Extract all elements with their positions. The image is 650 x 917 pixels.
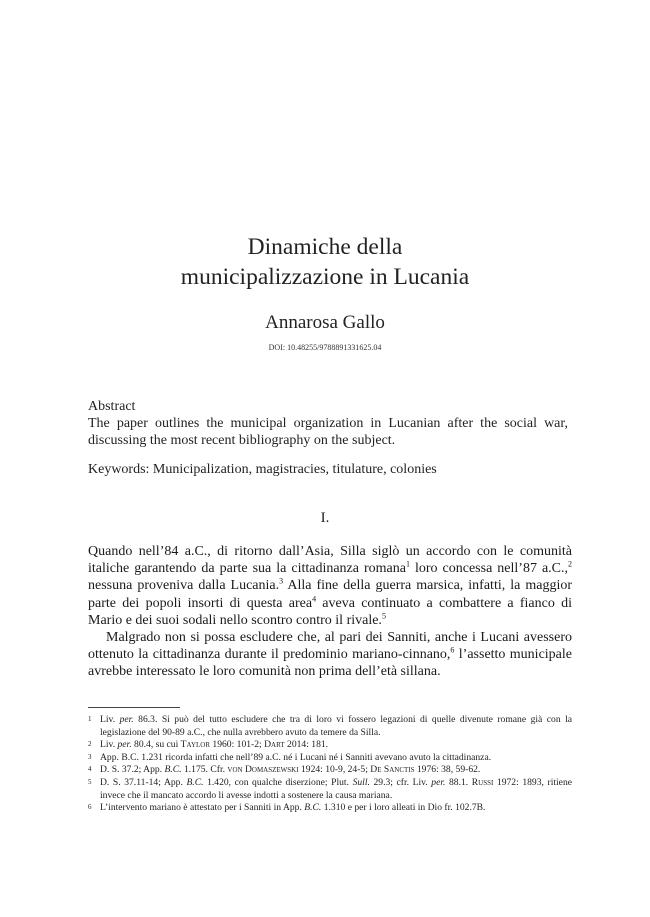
abstract-text: The paper outlines the municipal organization in Lucanian after the social war, discussing the most recent bibliography on the subject.: [88, 416, 568, 448]
footnote-ref[interactable]: 6: [450, 645, 455, 655]
footnote-5: [88, 777, 572, 802]
page-title: [0, 232, 650, 292]
text-run: Malgrado non si possa escludere che, al pari dei Sanniti, anche i Lucani avessero ottenuto la cittadinanza durante il predominio mariano-cinnano,: [88, 630, 572, 663]
author-name: Annarosa Gallo: [265, 312, 385, 333]
text-run: loro concessa nell’87 a.C.,: [409, 561, 569, 577]
footnote-text: D. S. 37.2; App. B.C. 1.175. Cfr. von Domaszewski 1924: 10-9, 24-5; De Sanctis 1976: 38, 59-62.: [100, 764, 481, 776]
footnote-text: L’intervento mariano è attestato per i Sanniti in App. B.C. 1.310 e per i loro alleati in Dio fr. 102.7B.: [100, 802, 486, 814]
text-run: aveva continuato a combattere a fianco di Mario e dei suoi sodali nello scontro contro il rivale.: [88, 595, 572, 628]
footnote-number: 6: [88, 803, 92, 812]
footnote-3: [88, 752, 572, 765]
footnote-number: 4: [88, 765, 92, 774]
text-run: nessuna proveniva dalla Lucania.: [88, 578, 280, 594]
footnote-ref[interactable]: 5: [381, 611, 386, 621]
footnote-divider: [88, 707, 180, 708]
footnotes: [88, 714, 572, 815]
text-run: Quando nell’84 a.C., di ritorno dall’Asia, Silla siglò un accordo con le comunità italiche garantendo da parte sua la cittadinanza romana: [88, 544, 572, 577]
footnote-4: [88, 764, 572, 777]
footnote-ref[interactable]: 1: [405, 559, 410, 569]
footnote-2: [88, 739, 572, 752]
abstract-block: [88, 398, 568, 449]
footnote-number: 2: [88, 740, 92, 749]
footnote-ref[interactable]: 2: [568, 559, 573, 569]
footnote-text: D. S. 37.11-14; App. B.C. 1.420, con qualche diserzione; Plut. Sull. 29.3; cfr. Liv. per. 88.1. Russi 1972: 1893, ritiene invece che il mancato accordo li avesse indotti a sostenere la causa mariana.: [100, 776, 572, 801]
doi-identifier: DOI: 10.48255/9788891331625.04: [268, 343, 382, 352]
text-run: Alla fine della guerra marsica, infatti, la maggior parte dei popoli insorti di questa area: [88, 578, 573, 611]
title-line-2: municipalizzazione in Lucania: [180, 264, 470, 290]
abstract-heading: Abstract: [88, 399, 136, 414]
footnote-1: [88, 714, 572, 739]
paragraph-1: [88, 543, 572, 629]
title-line-1: Dinamiche della: [247, 234, 403, 260]
paragraph-2: [88, 629, 572, 681]
footnote-text: App. B.C. 1.231 ricorda infatti che nell’89 a.C. né i Lucani né i Sanniti avevano avuto la cittadinanza.: [100, 751, 492, 763]
footnote-number: 3: [88, 752, 92, 761]
footnote-text: Liv. per. 86.3. Si può del tutto escludere che tra di loro vi fossero legazioni di quelle divenute romane già con la legislazione del 90-89 a.C., che nulla avrebbero avuto da temere da Silla.: [100, 714, 573, 738]
footnote-number: 5: [88, 777, 92, 786]
footnote-ref[interactable]: 4: [312, 593, 317, 603]
section-number: I.: [320, 510, 330, 526]
keywords-line: Keywords: Municipalization, magistracies, titulature, colonies: [88, 462, 437, 477]
body-text: [88, 543, 572, 681]
footnote-number: 1: [88, 715, 92, 723]
footnote-text: Liv. per. 80.4, su cui Taylor 1960: 101-2; Dart 2014: 181.: [100, 739, 329, 751]
text-run: l’assetto municipale avrebbe interessato le loro comunità non prima dell’età sillana.: [88, 647, 572, 680]
footnote-6: [88, 802, 572, 815]
footnote-ref[interactable]: 3: [279, 576, 284, 586]
